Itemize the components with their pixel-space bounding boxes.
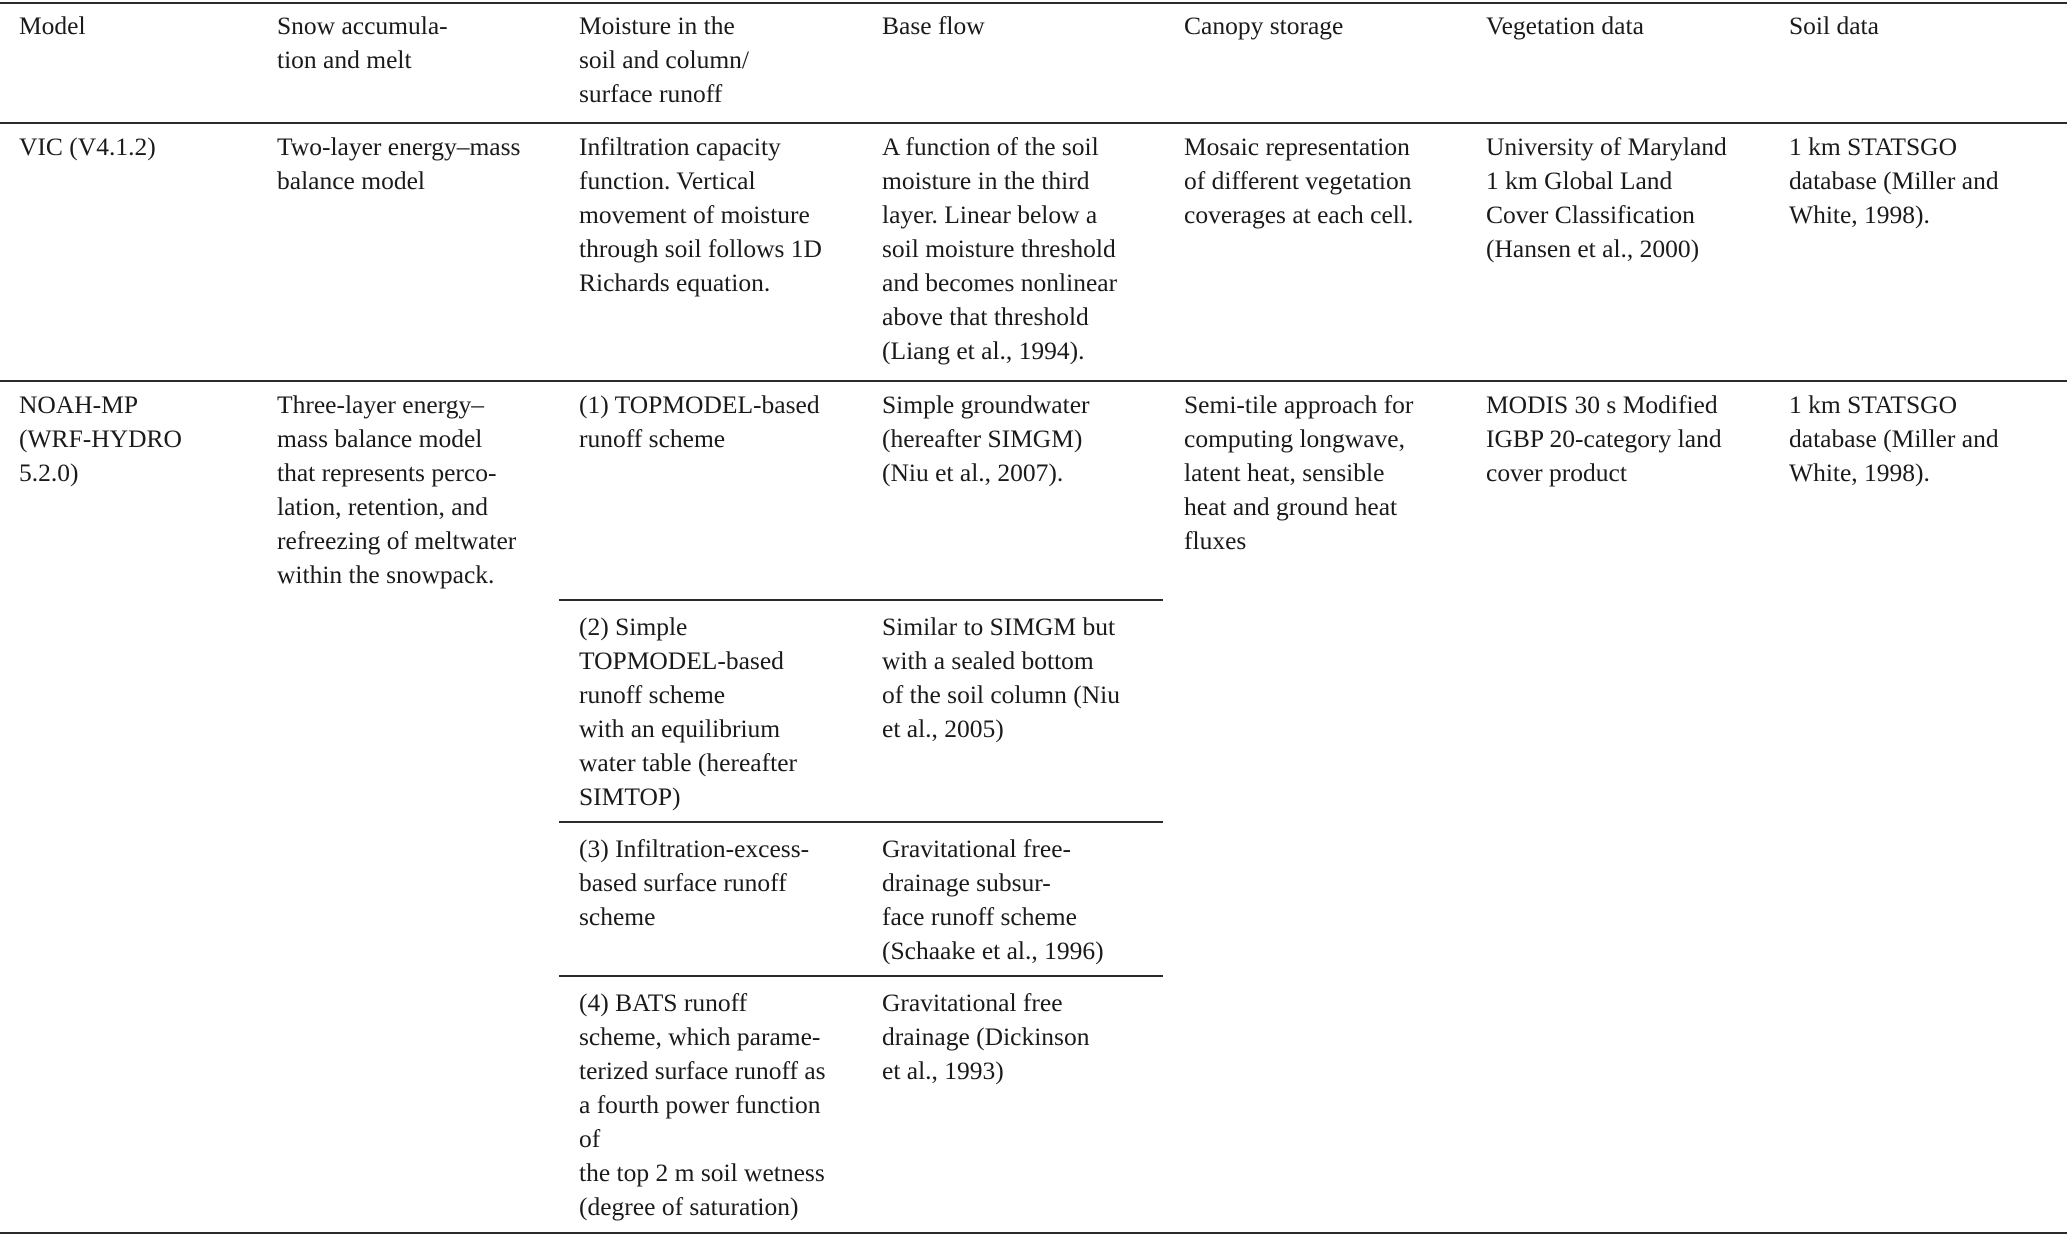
noah-option-4-baseflow: Gravitational free drainage (Dickinson et al., 1993) bbox=[882, 988, 1090, 1085]
vic-canopy: Mosaic representation of different vegetation coverages at each cell. bbox=[1184, 132, 1414, 229]
vic-vegetation: University of Maryland 1 km Global Land Cover Classification (Hansen et al., 2000) bbox=[1486, 132, 1727, 263]
header-bottom-rule bbox=[0, 122, 2067, 124]
noah-option-3-baseflow: Gravitational free- drainage subsur- face runoff scheme (Schaake et al., 1996) bbox=[882, 834, 1104, 965]
header-baseflow: Base flow bbox=[882, 11, 985, 40]
header-vegetation: Vegetation data bbox=[1486, 11, 1644, 40]
noah-snow: Three-layer energy– mass balance model that represents perco- lation, retention, and refreezing of meltwater within the snowpack. bbox=[277, 390, 517, 589]
table-top-rule bbox=[0, 2, 2067, 4]
table-bottom-rule bbox=[0, 1232, 2067, 1234]
noah-option-2-moisture: (2) Simple TOPMODEL-based runoff scheme with an equilibrium water table (hereafter SIMTOP) bbox=[579, 612, 798, 811]
noah-model: NOAH-MP (WRF-HYDRO 5.2.0) bbox=[19, 390, 182, 487]
noah-vegetation: MODIS 30 s Modified IGBP 20-category land cover product bbox=[1486, 390, 1722, 487]
header-snow: Snow accumula- tion and melt bbox=[277, 11, 448, 74]
vic-baseflow: A function of the soil moisture in the third layer. Linear below a soil moisture threshold and becomes nonlinear above that threshold (Liang et al., 1994). bbox=[882, 132, 1118, 365]
option-1-bottom-rule bbox=[559, 599, 1163, 601]
vic-row-bottom-rule bbox=[0, 380, 2067, 382]
header-moisture: Moisture in the soil and column/ surface runoff bbox=[579, 11, 749, 108]
vic-snow: Two-layer energy–mass balance model bbox=[277, 132, 521, 195]
header-soil: Soil data bbox=[1789, 11, 1879, 40]
header-model: Model bbox=[19, 11, 86, 40]
vic-soil: 1 km STATSGO database (Miller and White, 1998). bbox=[1789, 132, 1999, 229]
noah-canopy: Semi-tile approach for computing longwave, latent heat, sensible heat and ground heat fluxes bbox=[1184, 390, 1414, 555]
noah-option-1-baseflow: Simple groundwater (hereafter SIMGM) (Niu et al., 2007). bbox=[882, 390, 1090, 487]
vic-model: VIC (V4.1.2) bbox=[19, 132, 156, 161]
noah-option-3-moisture: (3) Infiltration-excess- based surface runoff scheme bbox=[579, 834, 810, 931]
option-3-bottom-rule bbox=[559, 975, 1163, 977]
noah-option-4-moisture: (4) BATS runoff scheme, which parame- terized surface runoff as a fourth power function of the top 2 m soil wetness (degree of saturation) bbox=[579, 988, 826, 1221]
noah-option-2-baseflow: Similar to SIMGM but with a sealed bottom of the soil column (Niu et al., 2005) bbox=[882, 612, 1120, 743]
option-2-bottom-rule bbox=[559, 821, 1163, 823]
header-canopy: Canopy storage bbox=[1184, 11, 1344, 40]
vic-moisture: Infiltration capacity function. Vertical movement of moisture through soil follows 1D Richards equation. bbox=[579, 132, 822, 297]
noah-option-1-moisture: (1) TOPMODEL-based runoff scheme bbox=[579, 390, 820, 453]
noah-soil: 1 km STATSGO database (Miller and White, 1998). bbox=[1789, 390, 1999, 487]
